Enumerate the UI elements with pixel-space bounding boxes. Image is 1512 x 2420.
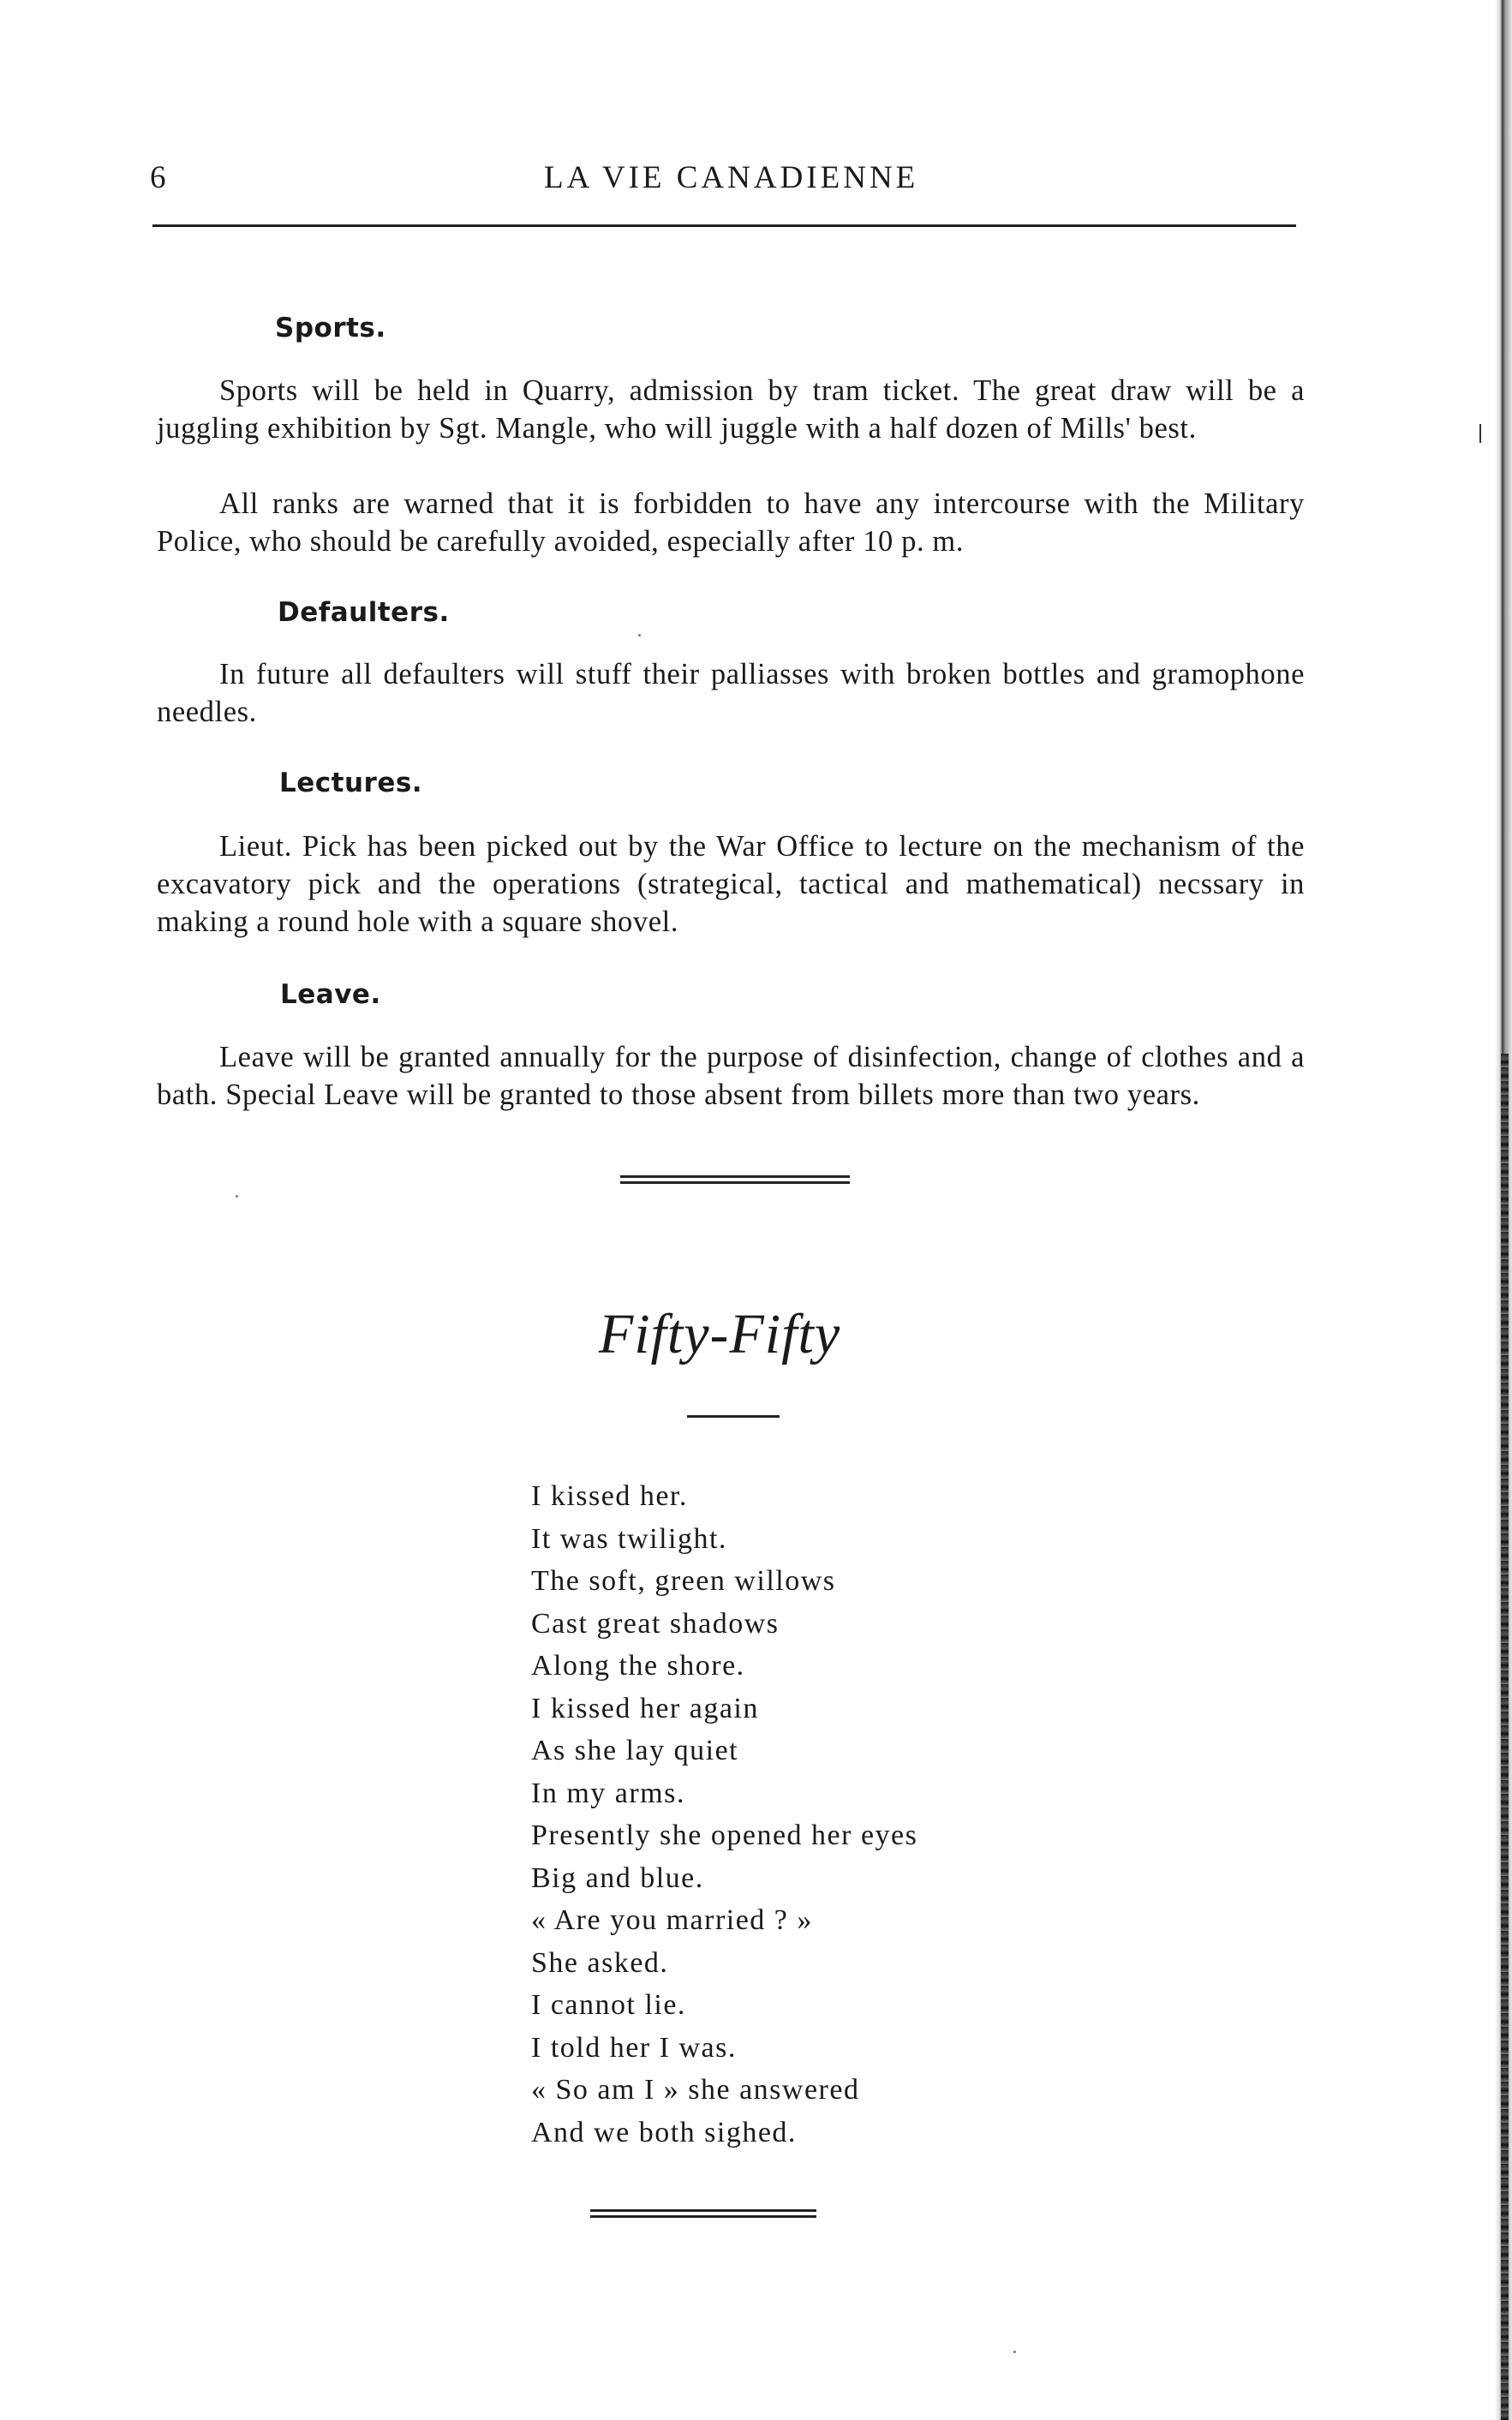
poem-line: I kissed her again [531,1692,759,1724]
poem-line: In my arms. [531,1777,685,1809]
paragraph-defaulters [157,655,1305,731]
poem-body [531,1475,917,2154]
section-divider [620,1175,850,1184]
section-heading-lectures: Lectures. [279,768,423,798]
scan-speck [638,634,641,636]
poem-line: I told her I was. [531,2031,737,2064]
poem-line: « So am I » she answered [531,2074,860,2106]
paragraph-leave [157,1038,1305,1114]
poem-title: Fifty-Fifty [598,1303,841,1365]
paragraph-text: In future all defaulters will stuff their palliasses with broken bottles and gramophone needles. [157,658,1305,728]
section-heading-sports: Sports. [275,313,386,344]
paragraph-sports-2 [157,485,1305,560]
poem-title-rule [687,1415,780,1418]
paragraph-sports-1 [157,372,1305,447]
paragraph-text: Lieut. Pick has been picked out by the War Office to lecture on the mechanism of the excavatory pick and the operations (strategical, tactical and mathematical) necssary in making a round hole with a square shovel. [157,830,1305,938]
page-number: 6 [150,160,167,195]
poem-line: And we both sighed. [531,2116,797,2148]
running-head: LA VIE CANADIENNE [544,160,919,195]
poem-line: « Are you married ? » [531,1904,813,1936]
poem-line: Big and blue. [531,1861,704,1894]
poem-line: As she lay quiet [531,1735,739,1766]
poem-line: I cannot lie. [531,1989,686,2021]
poem-line: She asked. [531,1946,669,1979]
paragraph-text: Leave will be granted annually for the purpose of disinfection, change of clothes and a bath. Special Leave will be granted to those absent from billets more than two years. [157,1041,1305,1111]
section-heading-defaulters: Defaulters. [278,597,450,628]
binding-shadow [1501,1054,1509,2420]
poem-line: It was twilight. [531,1522,727,1555]
end-divider [590,2209,816,2218]
poem-line: The soft, green willows [531,1565,836,1597]
poem-line: Cast great shadows [531,1607,780,1640]
margin-mark [1479,424,1481,443]
paragraph-text: All ranks are warned that it is forbidden to have any intercourse with the Military Police, who should be carefully avoided, especially after 10 p. m. [157,487,1305,558]
scan-speck [1013,2351,1016,2353]
header-rule [152,224,1296,227]
poem-line: I kissed her. [531,1480,688,1512]
poem-line: Along the shore. [531,1650,745,1682]
section-heading-leave: Leave. [280,979,381,1010]
paragraph-text: Sports will be held in Quarry, admission by tram ticket. The great draw will be a juggling exhibition by Sgt. Mangle, who will juggle with a half dozen of Mills' best. [157,374,1305,445]
poem-line: Presently she opened her eyes [531,1819,918,1851]
scan-speck [236,1195,238,1198]
paragraph-lectures [157,828,1305,941]
